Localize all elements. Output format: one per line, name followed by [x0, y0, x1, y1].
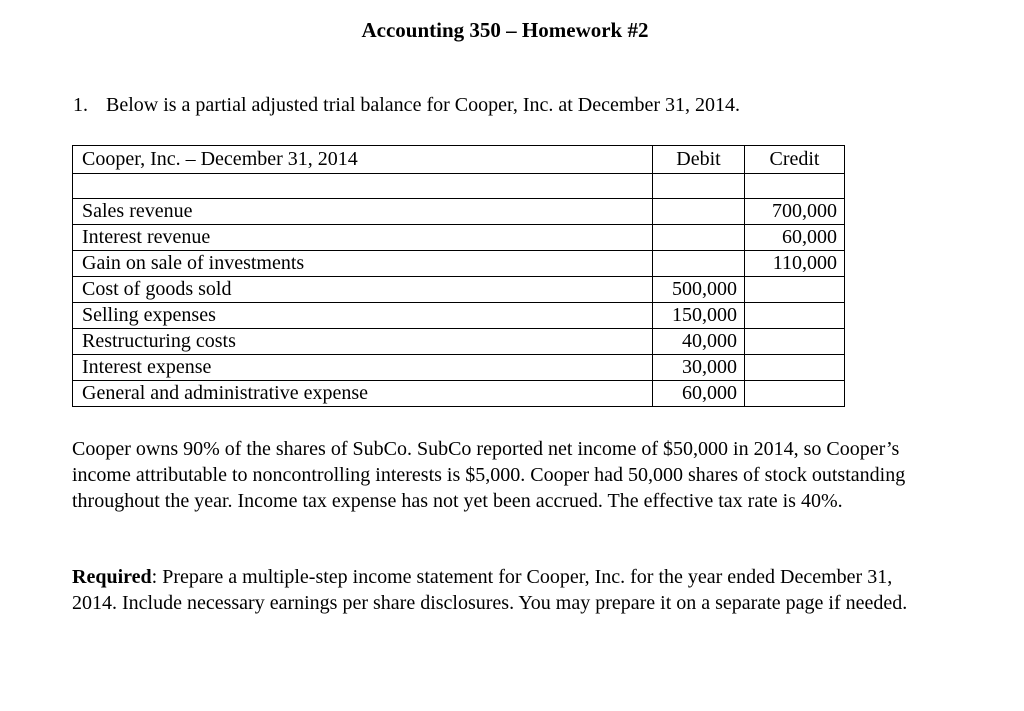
row-credit	[745, 355, 845, 381]
row-debit: 40,000	[653, 329, 745, 355]
table-header-row	[73, 146, 845, 174]
header-debit: Debit	[653, 146, 745, 174]
row-debit	[653, 251, 745, 277]
header-credit: Credit	[745, 146, 845, 174]
row-credit: 60,000	[745, 225, 845, 251]
row-debit: 150,000	[653, 303, 745, 329]
row-credit	[745, 329, 845, 355]
row-debit	[653, 225, 745, 251]
required-paragraph	[72, 564, 942, 616]
row-account: General and administrative expense	[73, 381, 653, 407]
table-row	[73, 225, 845, 251]
required-text: : Prepare a multiple-step income statement for Cooper, Inc. for the year ended December 31, 2014. Include necessary earnings per share disclosures. You may prepare it on a separate page if needed.	[72, 566, 908, 614]
row-account: Interest revenue	[73, 225, 653, 251]
page-title: Accounting 350 – Homework #2	[361, 18, 649, 42]
info-paragraph: Cooper owns 90% of the shares of SubCo. SubCo reported net income of $50,000 in 2014, so Cooper’s income attributable to noncontrolling interests is $5,000. Cooper had 50,000 shares of stock outstanding throughout the year. Income tax expense has not yet been accrued. The effective tax rate is 40%.	[72, 438, 906, 512]
table-row	[73, 251, 845, 277]
row-debit	[653, 199, 745, 225]
header-account: Cooper, Inc. – December 31, 2014	[73, 146, 653, 174]
row-credit: 700,000	[745, 199, 845, 225]
row-account: Selling expenses	[73, 303, 653, 329]
row-account: Interest expense	[73, 355, 653, 381]
row-debit: 60,000	[653, 381, 745, 407]
table-row	[73, 199, 845, 225]
required-label: Required	[72, 566, 152, 588]
question-text: Below is a partial adjusted trial balance for Cooper, Inc. at December 31, 2014.	[106, 94, 740, 116]
row-account: Cost of goods sold	[73, 277, 653, 303]
table-row	[73, 355, 845, 381]
table-blank-row	[73, 174, 845, 199]
trial-balance-table	[72, 145, 845, 407]
row-debit: 30,000	[653, 355, 745, 381]
row-account: Gain on sale of investments	[73, 251, 653, 277]
question-1	[73, 94, 740, 117]
row-debit: 500,000	[653, 277, 745, 303]
table-row	[73, 303, 845, 329]
table-row	[73, 277, 845, 303]
row-account: Sales revenue	[73, 199, 653, 225]
table-row	[73, 381, 845, 407]
row-credit: 110,000	[745, 251, 845, 277]
row-account: Restructuring costs	[73, 329, 653, 355]
table-row	[73, 329, 845, 355]
row-credit	[745, 381, 845, 407]
question-number: 1.	[73, 94, 88, 116]
row-credit	[745, 277, 845, 303]
row-credit	[745, 303, 845, 329]
